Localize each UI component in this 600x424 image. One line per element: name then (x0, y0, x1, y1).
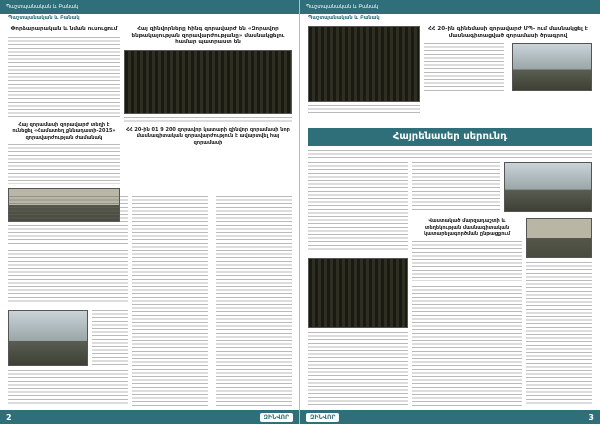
right-lower-left-column (308, 162, 408, 252)
left-footer-text (8, 370, 128, 406)
left-article-text (8, 37, 120, 117)
training-photo (8, 310, 88, 366)
right-bottom-text (412, 286, 522, 406)
right-page-number: 3 (588, 412, 594, 422)
right-soldiers-photo (308, 26, 420, 102)
center-headline: Հայ զինվորները հինգ զորավարժ են «Զորավոր ենթակայության զորավարժությանը» մասնակցելու համար պատրաստ են (131, 26, 285, 46)
right-top-article (424, 26, 592, 91)
right-bottombar (300, 410, 600, 424)
formation-text (308, 332, 408, 406)
section-banner: Հայրենասեր սերունդ (308, 128, 592, 146)
right-side-text (526, 262, 592, 406)
right-topbar-title: Պաշտպանական և Բանակ (306, 4, 379, 10)
right-top-photo (512, 43, 592, 91)
right-lower-photo (504, 162, 592, 212)
center-lower-columns (132, 196, 292, 406)
soldiers-photo (124, 50, 292, 114)
right-lower-main-text (412, 162, 500, 212)
right-top-left-column (308, 26, 420, 113)
left-article-column (8, 26, 120, 222)
left-topbar-title: Պաշտպանական և Բանակ (6, 4, 79, 10)
left-lower-text-block-1 (8, 196, 128, 246)
center-bottom-headline: ՀՀ 20-ին 01 9 200 զորավոր կատարի զինվոր զորամասի նոր մասնագիտական զորավարժություն է ավարտվել հայ զորամասի (126, 126, 290, 146)
soldiers-photo-caption (124, 117, 292, 123)
left-lower-text-block-2 (8, 250, 128, 304)
right-mid-headline: Վաստակած մարզադաշտի և տեղեկության մասնագիտական կատարելագործման ընթացքում (423, 218, 511, 238)
center-lower-column-1 (132, 196, 208, 406)
right-lower-left-text (308, 162, 408, 252)
center-article (124, 26, 292, 147)
formation-photo (308, 258, 408, 328)
right-top-text (424, 43, 504, 91)
left-section-label: Պաշտպանական և Բանակ (8, 15, 80, 21)
center-lower-column-2 (216, 196, 292, 406)
left-headline: Փորձարարական և նման ուսուցում (10, 26, 118, 32)
right-page (300, 0, 600, 424)
left-page-number: 2 (6, 412, 12, 422)
left-topbar (0, 0, 299, 14)
left-logo: ԶԻՆՎՈՐ (260, 413, 293, 422)
right-soldiers-photo-caption (308, 105, 420, 113)
right-logo: ԶԻՆՎՈՐ (306, 413, 339, 422)
left-subarticle-text (8, 144, 120, 184)
right-top-headline: ՀՀ 20-ին գինեմասի զորավարժ ՄՊ- ում մասնակցել է մասնագիտացված զորամասի ծրագրով (428, 26, 588, 39)
training-photo-text (92, 310, 128, 366)
banner-subtitle (308, 150, 592, 158)
right-section-label: Պաշտպանական և Բանակ (308, 15, 380, 21)
left-bottombar (0, 410, 299, 424)
right-side-photo (526, 218, 592, 258)
right-mid-text (412, 241, 522, 281)
right-mid-article (412, 218, 522, 281)
left-subheadline: Հայ զորամասի զորավարժ տեղի է ունեցել «Համատեղ քննադատի-2015» զորավարժության ժամանակ (12, 121, 116, 141)
left-lower-text (8, 196, 128, 304)
right-lower-main (412, 162, 592, 212)
right-side-column (526, 218, 592, 406)
right-topbar (300, 0, 600, 14)
